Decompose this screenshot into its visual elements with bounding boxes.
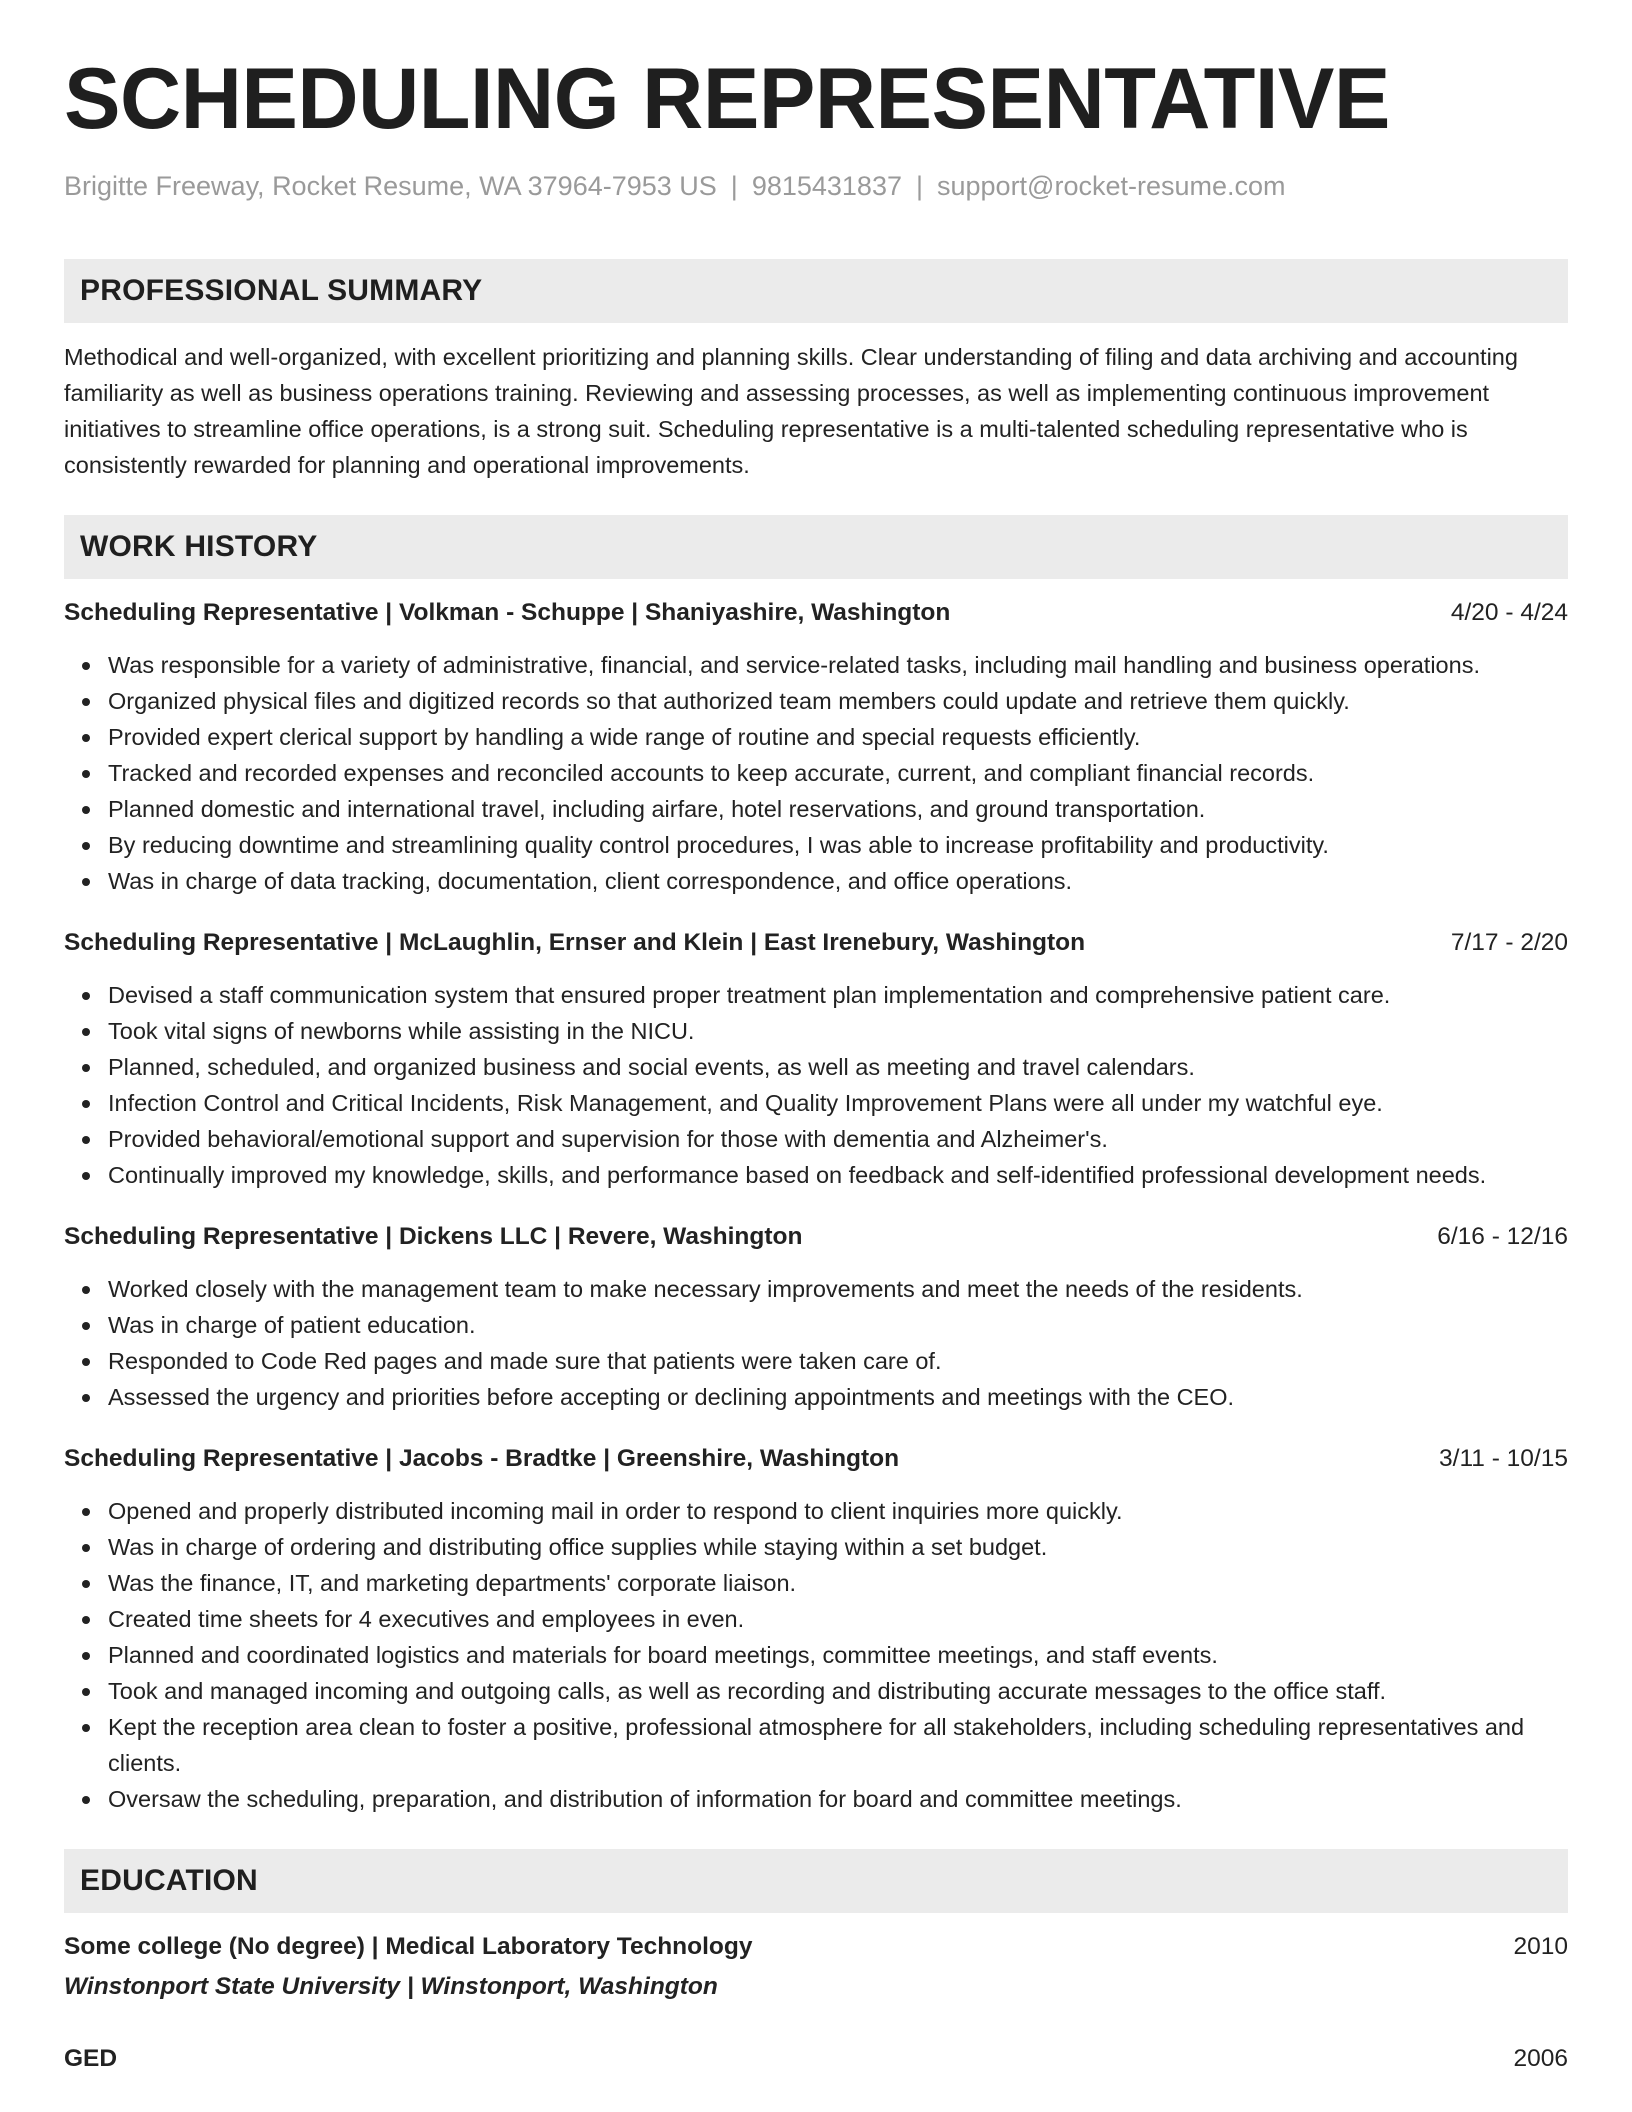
- job-bullet: Tracked and recorded expenses and reconciled accounts to keep accurate, current, and compliant financial records.: [108, 755, 1568, 791]
- job-bullet: Took vital signs of newborns while assisting in the NICU.: [108, 1013, 1568, 1049]
- contact-email: support@rocket-resume.com: [937, 171, 1286, 201]
- job-title: Scheduling Representative | Jacobs - Bradtke | Greenshire, Washington: [64, 1445, 900, 1473]
- contact-address: Brigitte Freeway, Rocket Resume, WA 37964-7953 US: [64, 171, 717, 201]
- job-bullet: Oversaw the scheduling, preparation, and distribution of information for board and committee meetings.: [108, 1781, 1568, 1817]
- education-degree: Some college (No degree) | Medical Laboratory Technology: [64, 1933, 753, 1961]
- job-entry: [64, 1441, 1568, 1817]
- job-dates: 6/16 - 12/16: [1437, 1223, 1568, 1251]
- job-bullet: Opened and properly distributed incoming mail in order to respond to client inquiries more quickly.: [108, 1493, 1568, 1529]
- job-bullet: Devised a staff communication system that ensured proper treatment plan implementation and comprehensive patient care.: [108, 977, 1568, 1013]
- education-year: 2010: [1513, 1933, 1568, 1961]
- education-entry: [64, 1929, 1568, 2005]
- job-entry: [64, 595, 1568, 899]
- job-header: [64, 595, 1568, 631]
- job-bullet: Organized physical files and digitized records so that authorized team members could update and retrieve them quickly.: [108, 683, 1568, 719]
- education-header: [64, 2041, 1568, 2077]
- education-header: [64, 1929, 1568, 1965]
- job-bullet: Continually improved my knowledge, skills, and performance based on feedback and self-identified professional development needs.: [108, 1157, 1568, 1193]
- resume-name: SCHEDULING REPRESENTATIVE: [64, 51, 1390, 147]
- job-bullet: Planned and coordinated logistics and materials for board meetings, committee meetings, and staff events.: [108, 1637, 1568, 1673]
- section-heading-summary: PROFESSIONAL SUMMARY: [64, 259, 1568, 323]
- job-bullet: Was in charge of ordering and distributing office supplies while staying within a set budget.: [108, 1529, 1568, 1565]
- section-heading-work-history: WORK HISTORY: [64, 515, 1568, 579]
- job-bullet: Responded to Code Red pages and made sure that patients were taken care of.: [108, 1343, 1568, 1379]
- job-bullet: Planned, scheduled, and organized business and social events, as well as meeting and travel calendars.: [108, 1049, 1568, 1085]
- contact-line: [64, 170, 1568, 202]
- job-bullet: Was in charge of data tracking, documentation, client correspondence, and office operations.: [108, 863, 1568, 899]
- job-dates: 4/20 - 4/24: [1450, 599, 1568, 627]
- job-bullet: Infection Control and Critical Incidents, Risk Management, and Quality Improvement Plans were all under my watchful eye.: [108, 1085, 1568, 1121]
- education-school: Winstonport State University | Winstonport, Washington: [64, 1973, 718, 2001]
- job-header: [64, 1219, 1568, 1255]
- contact-phone: 9815431837: [751, 171, 902, 201]
- job-bullet: Assessed the urgency and priorities before accepting or declining appointments and meetings with the CEO.: [108, 1379, 1568, 1415]
- job-bullets: [64, 647, 1568, 899]
- job-bullets: [64, 977, 1568, 1193]
- job-bullets: [64, 1493, 1568, 1817]
- job-bullet: Was in charge of patient education.: [108, 1307, 1568, 1343]
- job-bullet: Provided behavioral/emotional support and supervision for those with dementia and Alzheimer's.: [108, 1121, 1568, 1157]
- contact-separator: |: [915, 171, 923, 201]
- job-dates: 7/17 - 2/20: [1450, 929, 1568, 957]
- job-header: [64, 925, 1568, 961]
- job-bullets: [64, 1271, 1568, 1415]
- job-bullet: By reducing downtime and streamlining quality control procedures, I was able to increase profitability and productivity.: [108, 827, 1568, 863]
- education-entry: [64, 2041, 1568, 2077]
- job-title: Scheduling Representative | Dickens LLC | Revere, Washington: [64, 1223, 803, 1251]
- job-title: Scheduling Representative | McLaughlin, Ernser and Klein | East Irenebury, Washington: [64, 929, 1086, 957]
- job-entry: [64, 925, 1568, 1193]
- section-heading-education: EDUCATION: [64, 1849, 1568, 1913]
- job-bullet: Took and managed incoming and outgoing calls, as well as recording and distributing accurate messages to the office staff.: [108, 1673, 1568, 1709]
- job-title: Scheduling Representative | Volkman - Schuppe | Shaniyashire, Washington: [64, 599, 951, 627]
- job-bullet: Was responsible for a variety of administrative, financial, and service-related tasks, including mail handling and business operations.: [108, 647, 1568, 683]
- job-bullet: Created time sheets for 4 executives and employees in even.: [108, 1601, 1568, 1637]
- education-degree: GED: [64, 2045, 118, 2073]
- job-bullet: Was the finance, IT, and marketing departments' corporate liaison.: [108, 1565, 1568, 1601]
- job-bullet: Planned domestic and international travel, including airfare, hotel reservations, and ground transportation.: [108, 791, 1568, 827]
- job-bullet: Worked closely with the management team to make necessary improvements and meet the needs of the residents.: [108, 1271, 1568, 1307]
- job-entry: [64, 1219, 1568, 1415]
- job-dates: 3/11 - 10/15: [1439, 1445, 1568, 1473]
- summary-text: Methodical and well-organized, with excellent prioritizing and planning skills. Clear understanding of filing and data archiving and accounting familiarity as well as business operations training. Reviewing and assessing processes, as well as implementing continuous improvement initiatives to streamline office operations, is a strong suit. Scheduling representative is a multi-talented scheduling representative who is consistently rewarded for planning and operational improvements.: [64, 344, 1518, 479]
- job-bullet: Kept the reception area clean to foster a positive, professional atmosphere for all stakeholders, including scheduling representatives and clients.: [108, 1709, 1568, 1781]
- job-header: [64, 1441, 1568, 1477]
- job-bullet: Provided expert clerical support by handling a wide range of routine and special requests efficiently.: [108, 719, 1568, 755]
- education-year: 2006: [1513, 2045, 1568, 2073]
- contact-separator: |: [730, 171, 738, 201]
